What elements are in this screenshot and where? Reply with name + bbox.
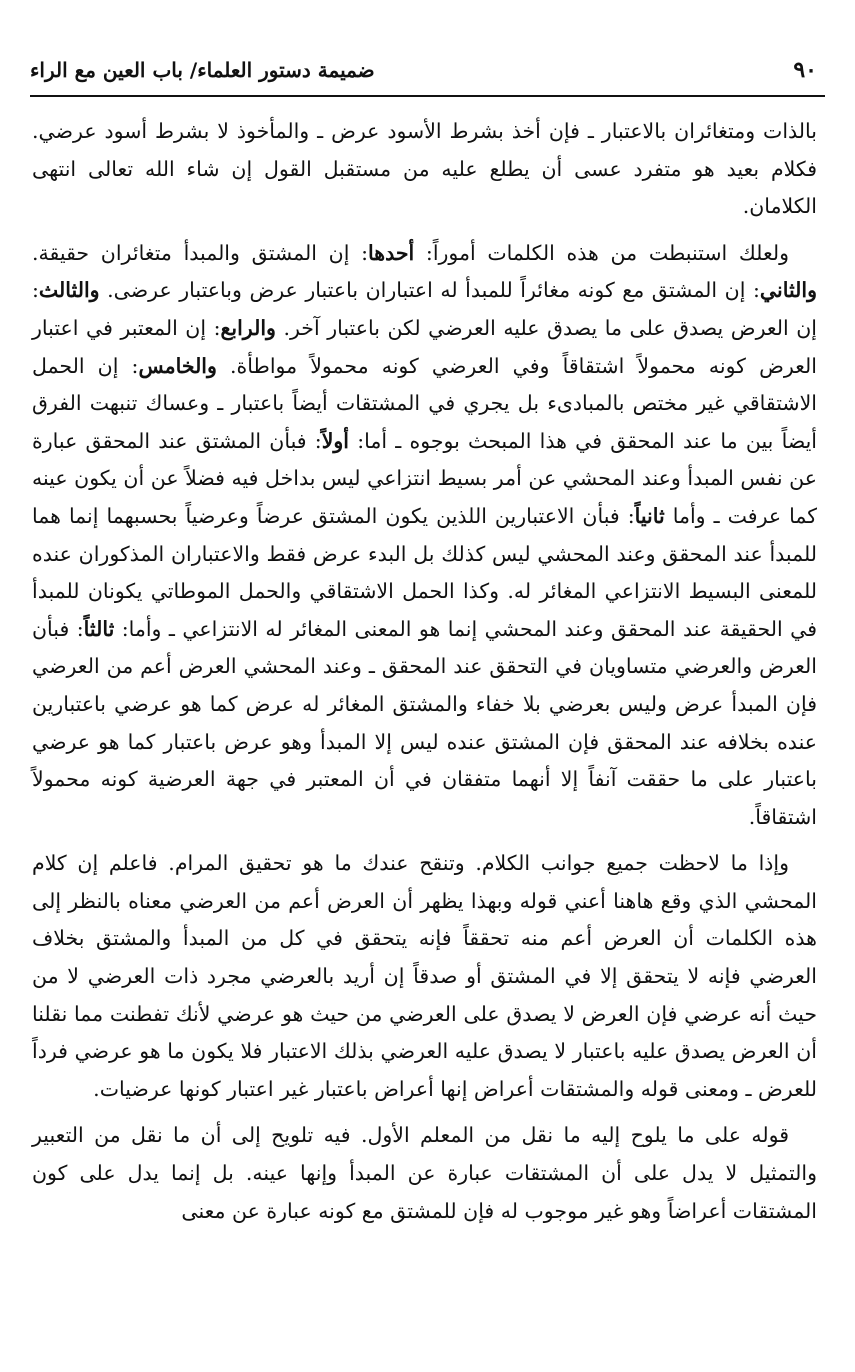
text-segment: : إن المعتبر في اعتبار العرض كونه محمولاً اشتقاقاً وفي العرضي كونه محمولاً مواطأة. [32,315,817,378]
text-segment: بالذات ومتغائران بالاعتبار ـ فإن أخذ بشرط الأسود عرض ـ والمأخوذ لا بشرط أسود عرضي. فكلام بعيد هو متفرد عسى أن يطلع عليه من مستقبل القول إن شاء الله تعالى انتهى الكلامان. [32,119,817,219]
paragraph [32,1117,817,1230]
header-rule [30,95,825,97]
paragraph [32,845,817,1108]
bold-term: ثالثاً [83,616,115,641]
text-segment: : فبأن الاعتبارين اللذين يكون المشتق عرضاً وعرضياً بحسبهما إنما هما للمبدأ عند المحقق وعند المحشي ليس كذلك بل البدء عرض فقط والاعتباران المذكوران عنده للمعنى البسيط الانتزاعي المغائر له. وكذا الحمل الاشتقاقي والحمل الموطاتي يكونان للمبدأ في الحقيقة عند المحقق وعند المحشي إنما هو المعنى المغائر له الانتزاعي ـ وأما: [32,503,817,641]
text-segment: : إن المشتق مع كونه مغائراً للمبدأ له اعتباران باعتبار عرض وباعتبار عرضى. [99,278,760,303]
text-segment: : إن الحمل الاشتقاقي غير مختص بالمبادىء بل يجري في المشتقات أيضاً باعتبار ـ وعساك تنبهت الفرق أيضاً بين ما عند المحقق في هذا المبحث بوجوه ـ أما: [32,353,817,453]
paragraph [32,235,817,837]
text-segment: : إن العرض يصدق على ما يصدق عليه العرضي لكن باعتبار آخر. [32,278,818,340]
text-segment: ولعلك استنبطت من هذه الكلمات أموراً: [414,240,789,265]
text-segment: : إن المشتق والمبدأ متغائران حقيقة. [32,240,369,265]
text-segment: : فبأن العرض والعرضي متساويان في التحقق عند المحقق ـ وعند المحشي العرض أعم من العرضي فإن المبدأ عرض وليس بعرضي بلا خفاء والمشتق المغائر له عرض كما هو عرضي باعتبارين عنده بخلافه عند المحقق فإن المشتق عنده ليس إلا المبدأ وهو عرض باعتبار كما هو عرضي باعتبار على ما حققت آنفاً إلا أنهما متفقان في أن المعتبر في جهة العرضية كونه محمولاً اشتقاقاً. [32,616,817,829]
page-header [30,55,817,89]
bold-term: والثاني [759,278,817,303]
paragraph [32,113,817,226]
page-number: ٩٠ [793,57,817,83]
bold-term: والثالث [38,278,100,303]
text-segment: قوله على ما يلوح إليه ما نقل من المعلم الأول. فيه تلويح إلى أن ما نقل من التعبير والتمثيل لا يدل على أن المشتقات عبارة عن المبدأ وإنها عينه. بل إنما يدل على كون المشتقات أعراضاً وهو غير موجوب له فإن للمشتق مع كونه عبارة عن معنى [32,1123,817,1223]
bold-term: والرابع [220,315,276,340]
text-segment: وإذا ما لاحظت جميع جوانب الكلام. وتنقح عندك ما هو تحقيق المرام. فاعلم إن كلام المحشي الذي وقع هاهنا أعني قوله وبهذا يظهر أن العرض أعم من العرضي معناه بالنظر إلى هذه الكلمات أن العرض أعم منه تحققاً فإنه يتحقق في كل من المبدأ والمشتق بخلاف العرضي فإنه لا يتحقق إلا في المشتق أو صدقاً إن أريد بالعرضي مجرد ذات العرضي لا من حيث أنه عرضي فإن العرض لا يصدق على العرضي من حيث هو عرضي لأنك تفطنت مما نقلنا أن العرض يصدق عليه باعتبار لا يصدق عليه العرضي بذلك الاعتبار فلا يكون ما هو عرضي فرداً للعرض ـ ومعنى قوله والمشتقات أعراض إنها أعراض باعتبار غير اعتبار كونها عرضيات. [32,851,817,1101]
body-text [32,113,817,1230]
bold-term: أحدها [368,240,415,265]
text-segment: : فبأن المشتق عند المحقق عبارة عن نفس المبدأ وعند المحشي عن أمر بسيط انتزاعي ليس بداخل فيه فضلاً عن أن يكون عينه كما عرفت ـ وأما [32,428,817,528]
bold-term: أولاً [321,428,349,453]
running-title: ضميمة دستور العلماء/ باب العين مع الراء [30,58,375,82]
bold-term: ثانياً [634,503,665,528]
bold-term: والخامس [138,353,217,378]
